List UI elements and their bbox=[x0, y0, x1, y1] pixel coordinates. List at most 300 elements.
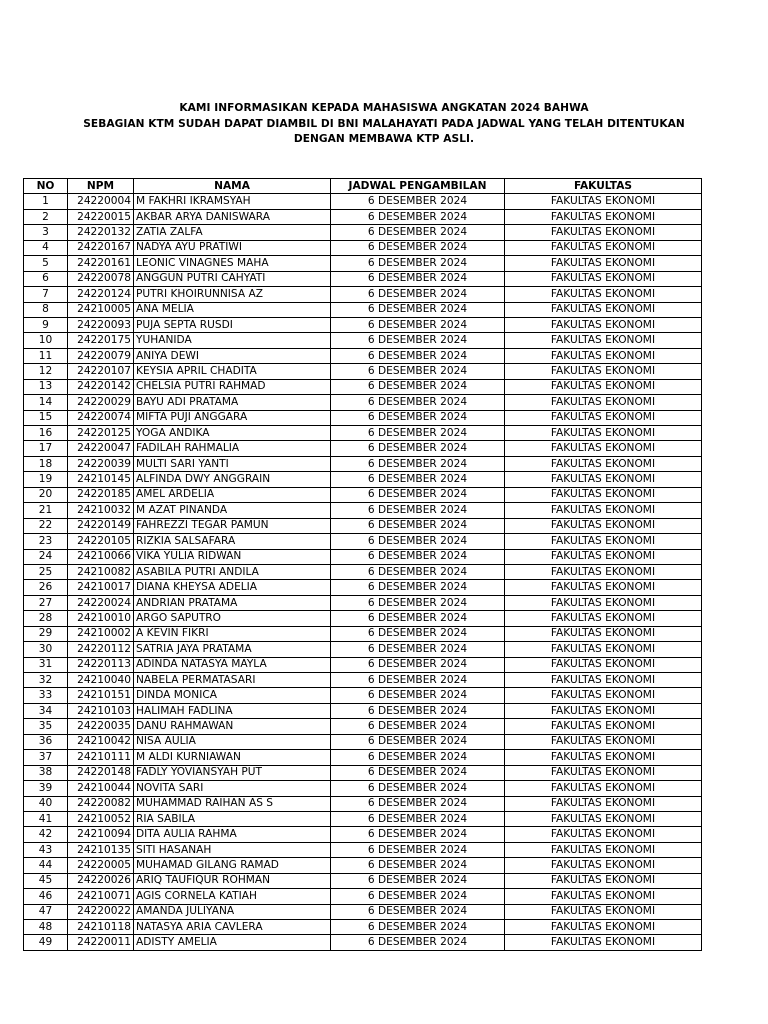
ktm-pickup-table bbox=[23, 178, 702, 951]
column-header-nama: NAMA bbox=[134, 179, 331, 194]
cell-nama: DINDA MONICA bbox=[134, 688, 331, 703]
cell-no: 5 bbox=[24, 256, 68, 271]
table-row bbox=[24, 626, 702, 641]
cell-npm: 24220005 bbox=[68, 858, 134, 873]
cell-npm: 24220015 bbox=[68, 209, 134, 224]
cell-no: 34 bbox=[24, 703, 68, 718]
cell-nama: ANIYA DEWI bbox=[134, 348, 331, 363]
table-row bbox=[24, 781, 702, 796]
cell-jadwal: 6 DESEMBER 2024 bbox=[331, 873, 505, 888]
cell-no: 39 bbox=[24, 781, 68, 796]
cell-nama: DITA AULIA RAHMA bbox=[134, 827, 331, 842]
cell-npm: 24210032 bbox=[68, 503, 134, 518]
cell-npm: 24220029 bbox=[68, 395, 134, 410]
cell-no: 3 bbox=[24, 225, 68, 240]
cell-npm: 24220125 bbox=[68, 426, 134, 441]
cell-jadwal: 6 DESEMBER 2024 bbox=[331, 673, 505, 688]
cell-fakultas: FAKULTAS EKONOMI bbox=[505, 889, 702, 904]
cell-jadwal: 6 DESEMBER 2024 bbox=[331, 240, 505, 255]
cell-nama: PUJA SEPTA RUSDI bbox=[134, 317, 331, 332]
cell-npm: 24220039 bbox=[68, 456, 134, 471]
cell-no: 20 bbox=[24, 487, 68, 502]
cell-fakultas: FAKULTAS EKONOMI bbox=[505, 827, 702, 842]
table-row bbox=[24, 920, 702, 935]
cell-nama: M FAKHRI IKRAMSYAH bbox=[134, 194, 331, 209]
cell-nama: AGIS CORNELA KATIAH bbox=[134, 889, 331, 904]
cell-nama: NADYA AYU PRATIWI bbox=[134, 240, 331, 255]
table-row bbox=[24, 410, 702, 425]
cell-fakultas: FAKULTAS EKONOMI bbox=[505, 333, 702, 348]
cell-fakultas: FAKULTAS EKONOMI bbox=[505, 688, 702, 703]
cell-nama: A KEVIN FIKRI bbox=[134, 626, 331, 641]
cell-npm: 24210052 bbox=[68, 811, 134, 826]
cell-jadwal: 6 DESEMBER 2024 bbox=[331, 719, 505, 734]
cell-nama: MIFTA PUJI ANGGARA bbox=[134, 410, 331, 425]
cell-nama: ARGO SAPUTRO bbox=[134, 611, 331, 626]
cell-no: 14 bbox=[24, 395, 68, 410]
cell-fakultas: FAKULTAS EKONOMI bbox=[505, 750, 702, 765]
cell-nama: HALIMAH FADLINA bbox=[134, 703, 331, 718]
cell-nama: LEONIC VINAGNES MAHA bbox=[134, 256, 331, 271]
cell-fakultas: FAKULTAS EKONOMI bbox=[505, 534, 702, 549]
cell-no: 8 bbox=[24, 302, 68, 317]
cell-npm: 24210040 bbox=[68, 673, 134, 688]
cell-fakultas: FAKULTAS EKONOMI bbox=[505, 194, 702, 209]
table-row bbox=[24, 642, 702, 657]
cell-fakultas: FAKULTAS EKONOMI bbox=[505, 580, 702, 595]
table-row bbox=[24, 518, 702, 533]
table-row bbox=[24, 719, 702, 734]
table-row bbox=[24, 194, 702, 209]
cell-fakultas: FAKULTAS EKONOMI bbox=[505, 611, 702, 626]
cell-fakultas: FAKULTAS EKONOMI bbox=[505, 873, 702, 888]
table-row bbox=[24, 209, 702, 224]
table-row bbox=[24, 873, 702, 888]
cell-npm: 24220074 bbox=[68, 410, 134, 425]
cell-jadwal: 6 DESEMBER 2024 bbox=[331, 827, 505, 842]
cell-npm: 24210066 bbox=[68, 549, 134, 564]
cell-npm: 24210111 bbox=[68, 750, 134, 765]
cell-jadwal: 6 DESEMBER 2024 bbox=[331, 317, 505, 332]
cell-no: 38 bbox=[24, 765, 68, 780]
cell-jadwal: 6 DESEMBER 2024 bbox=[331, 858, 505, 873]
table-row bbox=[24, 225, 702, 240]
table-row bbox=[24, 688, 702, 703]
cell-nama: ARIQ TAUFIQUR ROHMAN bbox=[134, 873, 331, 888]
cell-jadwal: 6 DESEMBER 2024 bbox=[331, 518, 505, 533]
table-body bbox=[24, 194, 702, 950]
cell-npm: 24220112 bbox=[68, 642, 134, 657]
announcement-header bbox=[0, 101, 768, 148]
cell-nama: ANDRIAN PRATAMA bbox=[134, 595, 331, 610]
cell-npm: 24220035 bbox=[68, 719, 134, 734]
cell-fakultas: FAKULTAS EKONOMI bbox=[505, 626, 702, 641]
cell-nama: BAYU ADI PRATAMA bbox=[134, 395, 331, 410]
cell-npm: 24210151 bbox=[68, 688, 134, 703]
cell-no: 45 bbox=[24, 873, 68, 888]
cell-npm: 24210002 bbox=[68, 626, 134, 641]
table-row bbox=[24, 534, 702, 549]
cell-npm: 24220175 bbox=[68, 333, 134, 348]
cell-fakultas: FAKULTAS EKONOMI bbox=[505, 935, 702, 950]
column-header-jadwal: JADWAL PENGAMBILAN bbox=[331, 179, 505, 194]
cell-nama: AMANDA JULIYANA bbox=[134, 904, 331, 919]
cell-no: 9 bbox=[24, 317, 68, 332]
cell-no: 43 bbox=[24, 842, 68, 857]
cell-npm: 24220093 bbox=[68, 317, 134, 332]
table-row bbox=[24, 935, 702, 950]
cell-npm: 24220078 bbox=[68, 271, 134, 286]
cell-nama: AMEL ARDELIA bbox=[134, 487, 331, 502]
table-row bbox=[24, 426, 702, 441]
cell-nama: ASABILA PUTRI ANDILA bbox=[134, 564, 331, 579]
cell-no: 15 bbox=[24, 410, 68, 425]
cell-nama: SATRIA JAYA PRATAMA bbox=[134, 642, 331, 657]
cell-jadwal: 6 DESEMBER 2024 bbox=[331, 642, 505, 657]
cell-no: 25 bbox=[24, 564, 68, 579]
cell-no: 23 bbox=[24, 534, 68, 549]
cell-no: 41 bbox=[24, 811, 68, 826]
table-row bbox=[24, 503, 702, 518]
table-row bbox=[24, 317, 702, 332]
cell-nama: ANGGUN PUTRI CAHYATI bbox=[134, 271, 331, 286]
cell-fakultas: FAKULTAS EKONOMI bbox=[505, 549, 702, 564]
cell-npm: 24220161 bbox=[68, 256, 134, 271]
cell-jadwal: 6 DESEMBER 2024 bbox=[331, 271, 505, 286]
cell-nama: M ALDI KURNIAWAN bbox=[134, 750, 331, 765]
cell-jadwal: 6 DESEMBER 2024 bbox=[331, 534, 505, 549]
cell-jadwal: 6 DESEMBER 2024 bbox=[331, 364, 505, 379]
cell-fakultas: FAKULTAS EKONOMI bbox=[505, 595, 702, 610]
table-header-row bbox=[24, 179, 702, 194]
column-header-no: NO bbox=[24, 179, 68, 194]
cell-no: 27 bbox=[24, 595, 68, 610]
cell-jadwal: 6 DESEMBER 2024 bbox=[331, 426, 505, 441]
table-row bbox=[24, 333, 702, 348]
cell-fakultas: FAKULTAS EKONOMI bbox=[505, 426, 702, 441]
announcement-line-1: KAMI INFORMASIKAN KEPADA MAHASISWA ANGKATAN 2024 BAHWA bbox=[179, 102, 589, 114]
cell-nama: MULTI SARI YANTI bbox=[134, 456, 331, 471]
cell-nama: NATASYA ARIA CAVLERA bbox=[134, 920, 331, 935]
cell-nama: ADISTY AMELIA bbox=[134, 935, 331, 950]
cell-no: 29 bbox=[24, 626, 68, 641]
cell-fakultas: FAKULTAS EKONOMI bbox=[505, 564, 702, 579]
cell-nama: NISA AULIA bbox=[134, 734, 331, 749]
cell-jadwal: 6 DESEMBER 2024 bbox=[331, 611, 505, 626]
column-header-npm: NPM bbox=[68, 179, 134, 194]
cell-nama: ZATIA ZALFA bbox=[134, 225, 331, 240]
cell-npm: 24220185 bbox=[68, 487, 134, 502]
table-row bbox=[24, 240, 702, 255]
table-row bbox=[24, 271, 702, 286]
cell-no: 44 bbox=[24, 858, 68, 873]
cell-nama: AKBAR ARYA DANISWARA bbox=[134, 209, 331, 224]
cell-npm: 24220024 bbox=[68, 595, 134, 610]
table-row bbox=[24, 889, 702, 904]
cell-no: 6 bbox=[24, 271, 68, 286]
cell-fakultas: FAKULTAS EKONOMI bbox=[505, 904, 702, 919]
cell-npm: 24220113 bbox=[68, 657, 134, 672]
cell-no: 11 bbox=[24, 348, 68, 363]
cell-nama: DIANA KHEYSA ADELIA bbox=[134, 580, 331, 595]
cell-no: 36 bbox=[24, 734, 68, 749]
table-row bbox=[24, 564, 702, 579]
table-row bbox=[24, 256, 702, 271]
cell-fakultas: FAKULTAS EKONOMI bbox=[505, 796, 702, 811]
column-header-fakultas: FAKULTAS bbox=[505, 179, 702, 194]
cell-fakultas: FAKULTAS EKONOMI bbox=[505, 703, 702, 718]
table-row bbox=[24, 904, 702, 919]
cell-no: 12 bbox=[24, 364, 68, 379]
cell-npm: 24220082 bbox=[68, 796, 134, 811]
table-row bbox=[24, 673, 702, 688]
cell-no: 31 bbox=[24, 657, 68, 672]
cell-npm: 24220105 bbox=[68, 534, 134, 549]
cell-fakultas: FAKULTAS EKONOMI bbox=[505, 781, 702, 796]
cell-jadwal: 6 DESEMBER 2024 bbox=[331, 302, 505, 317]
cell-no: 17 bbox=[24, 441, 68, 456]
table-row bbox=[24, 796, 702, 811]
cell-no: 26 bbox=[24, 580, 68, 595]
cell-fakultas: FAKULTAS EKONOMI bbox=[505, 811, 702, 826]
cell-fakultas: FAKULTAS EKONOMI bbox=[505, 734, 702, 749]
cell-nama: M AZAT PINANDA bbox=[134, 503, 331, 518]
cell-jadwal: 6 DESEMBER 2024 bbox=[331, 811, 505, 826]
cell-nama: NABELA PERMATASARI bbox=[134, 673, 331, 688]
cell-npm: 24220047 bbox=[68, 441, 134, 456]
cell-nama: RIZKIA SALSAFARA bbox=[134, 534, 331, 549]
cell-fakultas: FAKULTAS EKONOMI bbox=[505, 487, 702, 502]
cell-npm: 24220167 bbox=[68, 240, 134, 255]
cell-fakultas: FAKULTAS EKONOMI bbox=[505, 441, 702, 456]
table-row bbox=[24, 487, 702, 502]
cell-jadwal: 6 DESEMBER 2024 bbox=[331, 225, 505, 240]
cell-nama: MUHAMAD GILANG RAMAD bbox=[134, 858, 331, 873]
table-row bbox=[24, 765, 702, 780]
cell-no: 30 bbox=[24, 642, 68, 657]
cell-no: 19 bbox=[24, 472, 68, 487]
table-row bbox=[24, 858, 702, 873]
cell-jadwal: 6 DESEMBER 2024 bbox=[331, 734, 505, 749]
cell-npm: 24220011 bbox=[68, 935, 134, 950]
cell-fakultas: FAKULTAS EKONOMI bbox=[505, 364, 702, 379]
cell-jadwal: 6 DESEMBER 2024 bbox=[331, 549, 505, 564]
cell-no: 7 bbox=[24, 287, 68, 302]
cell-no: 10 bbox=[24, 333, 68, 348]
cell-npm: 24220148 bbox=[68, 765, 134, 780]
cell-npm: 24210118 bbox=[68, 920, 134, 935]
cell-fakultas: FAKULTAS EKONOMI bbox=[505, 348, 702, 363]
announcement-line-2: SEBAGIAN KTM SUDAH DAPAT DIAMBIL DI BNI MALAHAYATI PADA JADWAL YANG TELAH DITENTUKAN bbox=[83, 117, 685, 130]
cell-fakultas: FAKULTAS EKONOMI bbox=[505, 209, 702, 224]
table-row bbox=[24, 302, 702, 317]
cell-jadwal: 6 DESEMBER 2024 bbox=[331, 626, 505, 641]
cell-jadwal: 6 DESEMBER 2024 bbox=[331, 688, 505, 703]
cell-fakultas: FAKULTAS EKONOMI bbox=[505, 456, 702, 471]
cell-npm: 24220142 bbox=[68, 379, 134, 394]
table-row bbox=[24, 827, 702, 842]
cell-jadwal: 6 DESEMBER 2024 bbox=[331, 564, 505, 579]
cell-jadwal: 6 DESEMBER 2024 bbox=[331, 889, 505, 904]
cell-nama: VIKA YULIA RIDWAN bbox=[134, 549, 331, 564]
cell-npm: 24210103 bbox=[68, 703, 134, 718]
cell-nama: FAHREZZI TEGAR PAMUN bbox=[134, 518, 331, 533]
cell-jadwal: 6 DESEMBER 2024 bbox=[331, 750, 505, 765]
cell-jadwal: 6 DESEMBER 2024 bbox=[331, 395, 505, 410]
cell-fakultas: FAKULTAS EKONOMI bbox=[505, 657, 702, 672]
table-row bbox=[24, 441, 702, 456]
cell-no: 21 bbox=[24, 503, 68, 518]
cell-no: 46 bbox=[24, 889, 68, 904]
cell-no: 24 bbox=[24, 549, 68, 564]
cell-jadwal: 6 DESEMBER 2024 bbox=[331, 796, 505, 811]
table-row bbox=[24, 734, 702, 749]
table-row bbox=[24, 842, 702, 857]
cell-fakultas: FAKULTAS EKONOMI bbox=[505, 410, 702, 425]
table-row bbox=[24, 379, 702, 394]
cell-jadwal: 6 DESEMBER 2024 bbox=[331, 256, 505, 271]
cell-fakultas: FAKULTAS EKONOMI bbox=[505, 472, 702, 487]
cell-nama: ALFINDA DWY ANGGRAIN bbox=[134, 472, 331, 487]
cell-nama: DANU RAHMAWAN bbox=[134, 719, 331, 734]
table-row bbox=[24, 348, 702, 363]
cell-no: 28 bbox=[24, 611, 68, 626]
cell-nama: RIA SABILA bbox=[134, 811, 331, 826]
cell-no: 33 bbox=[24, 688, 68, 703]
cell-fakultas: FAKULTAS EKONOMI bbox=[505, 395, 702, 410]
cell-nama: KEYSIA APRIL CHADITA bbox=[134, 364, 331, 379]
cell-jadwal: 6 DESEMBER 2024 bbox=[331, 487, 505, 502]
cell-jadwal: 6 DESEMBER 2024 bbox=[331, 503, 505, 518]
table-row bbox=[24, 811, 702, 826]
cell-fakultas: FAKULTAS EKONOMI bbox=[505, 858, 702, 873]
cell-npm: 24220124 bbox=[68, 287, 134, 302]
cell-nama: YOGA ANDIKA bbox=[134, 426, 331, 441]
cell-fakultas: FAKULTAS EKONOMI bbox=[505, 240, 702, 255]
cell-jadwal: 6 DESEMBER 2024 bbox=[331, 209, 505, 224]
cell-no: 47 bbox=[24, 904, 68, 919]
cell-nama: CHELSIA PUTRI RAHMAD bbox=[134, 379, 331, 394]
cell-npm: 24220079 bbox=[68, 348, 134, 363]
cell-no: 42 bbox=[24, 827, 68, 842]
cell-no: 35 bbox=[24, 719, 68, 734]
cell-npm: 24210145 bbox=[68, 472, 134, 487]
cell-jadwal: 6 DESEMBER 2024 bbox=[331, 920, 505, 935]
cell-no: 2 bbox=[24, 209, 68, 224]
cell-nama: SITI HASANAH bbox=[134, 842, 331, 857]
table-row bbox=[24, 595, 702, 610]
cell-npm: 24210082 bbox=[68, 564, 134, 579]
cell-no: 40 bbox=[24, 796, 68, 811]
cell-no: 13 bbox=[24, 379, 68, 394]
cell-jadwal: 6 DESEMBER 2024 bbox=[331, 595, 505, 610]
cell-jadwal: 6 DESEMBER 2024 bbox=[331, 379, 505, 394]
cell-npm: 24210017 bbox=[68, 580, 134, 595]
cell-nama: ANA MELIA bbox=[134, 302, 331, 317]
cell-jadwal: 6 DESEMBER 2024 bbox=[331, 333, 505, 348]
cell-no: 22 bbox=[24, 518, 68, 533]
cell-npm: 24210135 bbox=[68, 842, 134, 857]
cell-fakultas: FAKULTAS EKONOMI bbox=[505, 719, 702, 734]
table-row bbox=[24, 287, 702, 302]
cell-fakultas: FAKULTAS EKONOMI bbox=[505, 642, 702, 657]
cell-fakultas: FAKULTAS EKONOMI bbox=[505, 271, 702, 286]
cell-fakultas: FAKULTAS EKONOMI bbox=[505, 302, 702, 317]
cell-npm: 24220004 bbox=[68, 194, 134, 209]
cell-fakultas: FAKULTAS EKONOMI bbox=[505, 765, 702, 780]
cell-fakultas: FAKULTAS EKONOMI bbox=[505, 920, 702, 935]
cell-no: 32 bbox=[24, 673, 68, 688]
cell-fakultas: FAKULTAS EKONOMI bbox=[505, 518, 702, 533]
cell-nama: MUHAMMAD RAIHAN AS S bbox=[134, 796, 331, 811]
cell-no: 49 bbox=[24, 935, 68, 950]
cell-jadwal: 6 DESEMBER 2024 bbox=[331, 935, 505, 950]
cell-nama: NOVITA SARI bbox=[134, 781, 331, 796]
cell-jadwal: 6 DESEMBER 2024 bbox=[331, 781, 505, 796]
cell-npm: 24220022 bbox=[68, 904, 134, 919]
cell-nama: PUTRI KHOIRUNNISA AZ bbox=[134, 287, 331, 302]
cell-jadwal: 6 DESEMBER 2024 bbox=[331, 580, 505, 595]
cell-nama: ADINDA NATASYA MAYLA bbox=[134, 657, 331, 672]
table-row bbox=[24, 611, 702, 626]
cell-fakultas: FAKULTAS EKONOMI bbox=[505, 379, 702, 394]
cell-jadwal: 6 DESEMBER 2024 bbox=[331, 703, 505, 718]
cell-npm: 24210094 bbox=[68, 827, 134, 842]
cell-jadwal: 6 DESEMBER 2024 bbox=[331, 410, 505, 425]
cell-jadwal: 6 DESEMBER 2024 bbox=[331, 657, 505, 672]
table-row bbox=[24, 364, 702, 379]
cell-jadwal: 6 DESEMBER 2024 bbox=[331, 287, 505, 302]
cell-npm: 24210005 bbox=[68, 302, 134, 317]
table-row bbox=[24, 456, 702, 471]
cell-jadwal: 6 DESEMBER 2024 bbox=[331, 441, 505, 456]
cell-no: 16 bbox=[24, 426, 68, 441]
cell-jadwal: 6 DESEMBER 2024 bbox=[331, 842, 505, 857]
cell-jadwal: 6 DESEMBER 2024 bbox=[331, 194, 505, 209]
table-row bbox=[24, 549, 702, 564]
table-row bbox=[24, 472, 702, 487]
cell-fakultas: FAKULTAS EKONOMI bbox=[505, 673, 702, 688]
cell-nama: YUHANIDA bbox=[134, 333, 331, 348]
table-row bbox=[24, 580, 702, 595]
cell-jadwal: 6 DESEMBER 2024 bbox=[331, 348, 505, 363]
cell-fakultas: FAKULTAS EKONOMI bbox=[505, 287, 702, 302]
cell-npm: 24210010 bbox=[68, 611, 134, 626]
cell-fakultas: FAKULTAS EKONOMI bbox=[505, 842, 702, 857]
cell-jadwal: 6 DESEMBER 2024 bbox=[331, 765, 505, 780]
cell-nama: FADLY YOVIANSYAH PUT bbox=[134, 765, 331, 780]
cell-npm: 24210042 bbox=[68, 734, 134, 749]
cell-fakultas: FAKULTAS EKONOMI bbox=[505, 503, 702, 518]
cell-npm: 24210071 bbox=[68, 889, 134, 904]
cell-npm: 24220107 bbox=[68, 364, 134, 379]
table-row bbox=[24, 395, 702, 410]
cell-jadwal: 6 DESEMBER 2024 bbox=[331, 904, 505, 919]
cell-npm: 24220026 bbox=[68, 873, 134, 888]
table-row bbox=[24, 750, 702, 765]
cell-no: 18 bbox=[24, 456, 68, 471]
cell-fakultas: FAKULTAS EKONOMI bbox=[505, 317, 702, 332]
cell-npm: 24220132 bbox=[68, 225, 134, 240]
cell-npm: 24220149 bbox=[68, 518, 134, 533]
table-row bbox=[24, 703, 702, 718]
cell-jadwal: 6 DESEMBER 2024 bbox=[331, 456, 505, 471]
cell-fakultas: FAKULTAS EKONOMI bbox=[505, 225, 702, 240]
cell-npm: 24210044 bbox=[68, 781, 134, 796]
cell-no: 37 bbox=[24, 750, 68, 765]
cell-fakultas: FAKULTAS EKONOMI bbox=[505, 256, 702, 271]
cell-nama: FADILAH RAHMALIA bbox=[134, 441, 331, 456]
